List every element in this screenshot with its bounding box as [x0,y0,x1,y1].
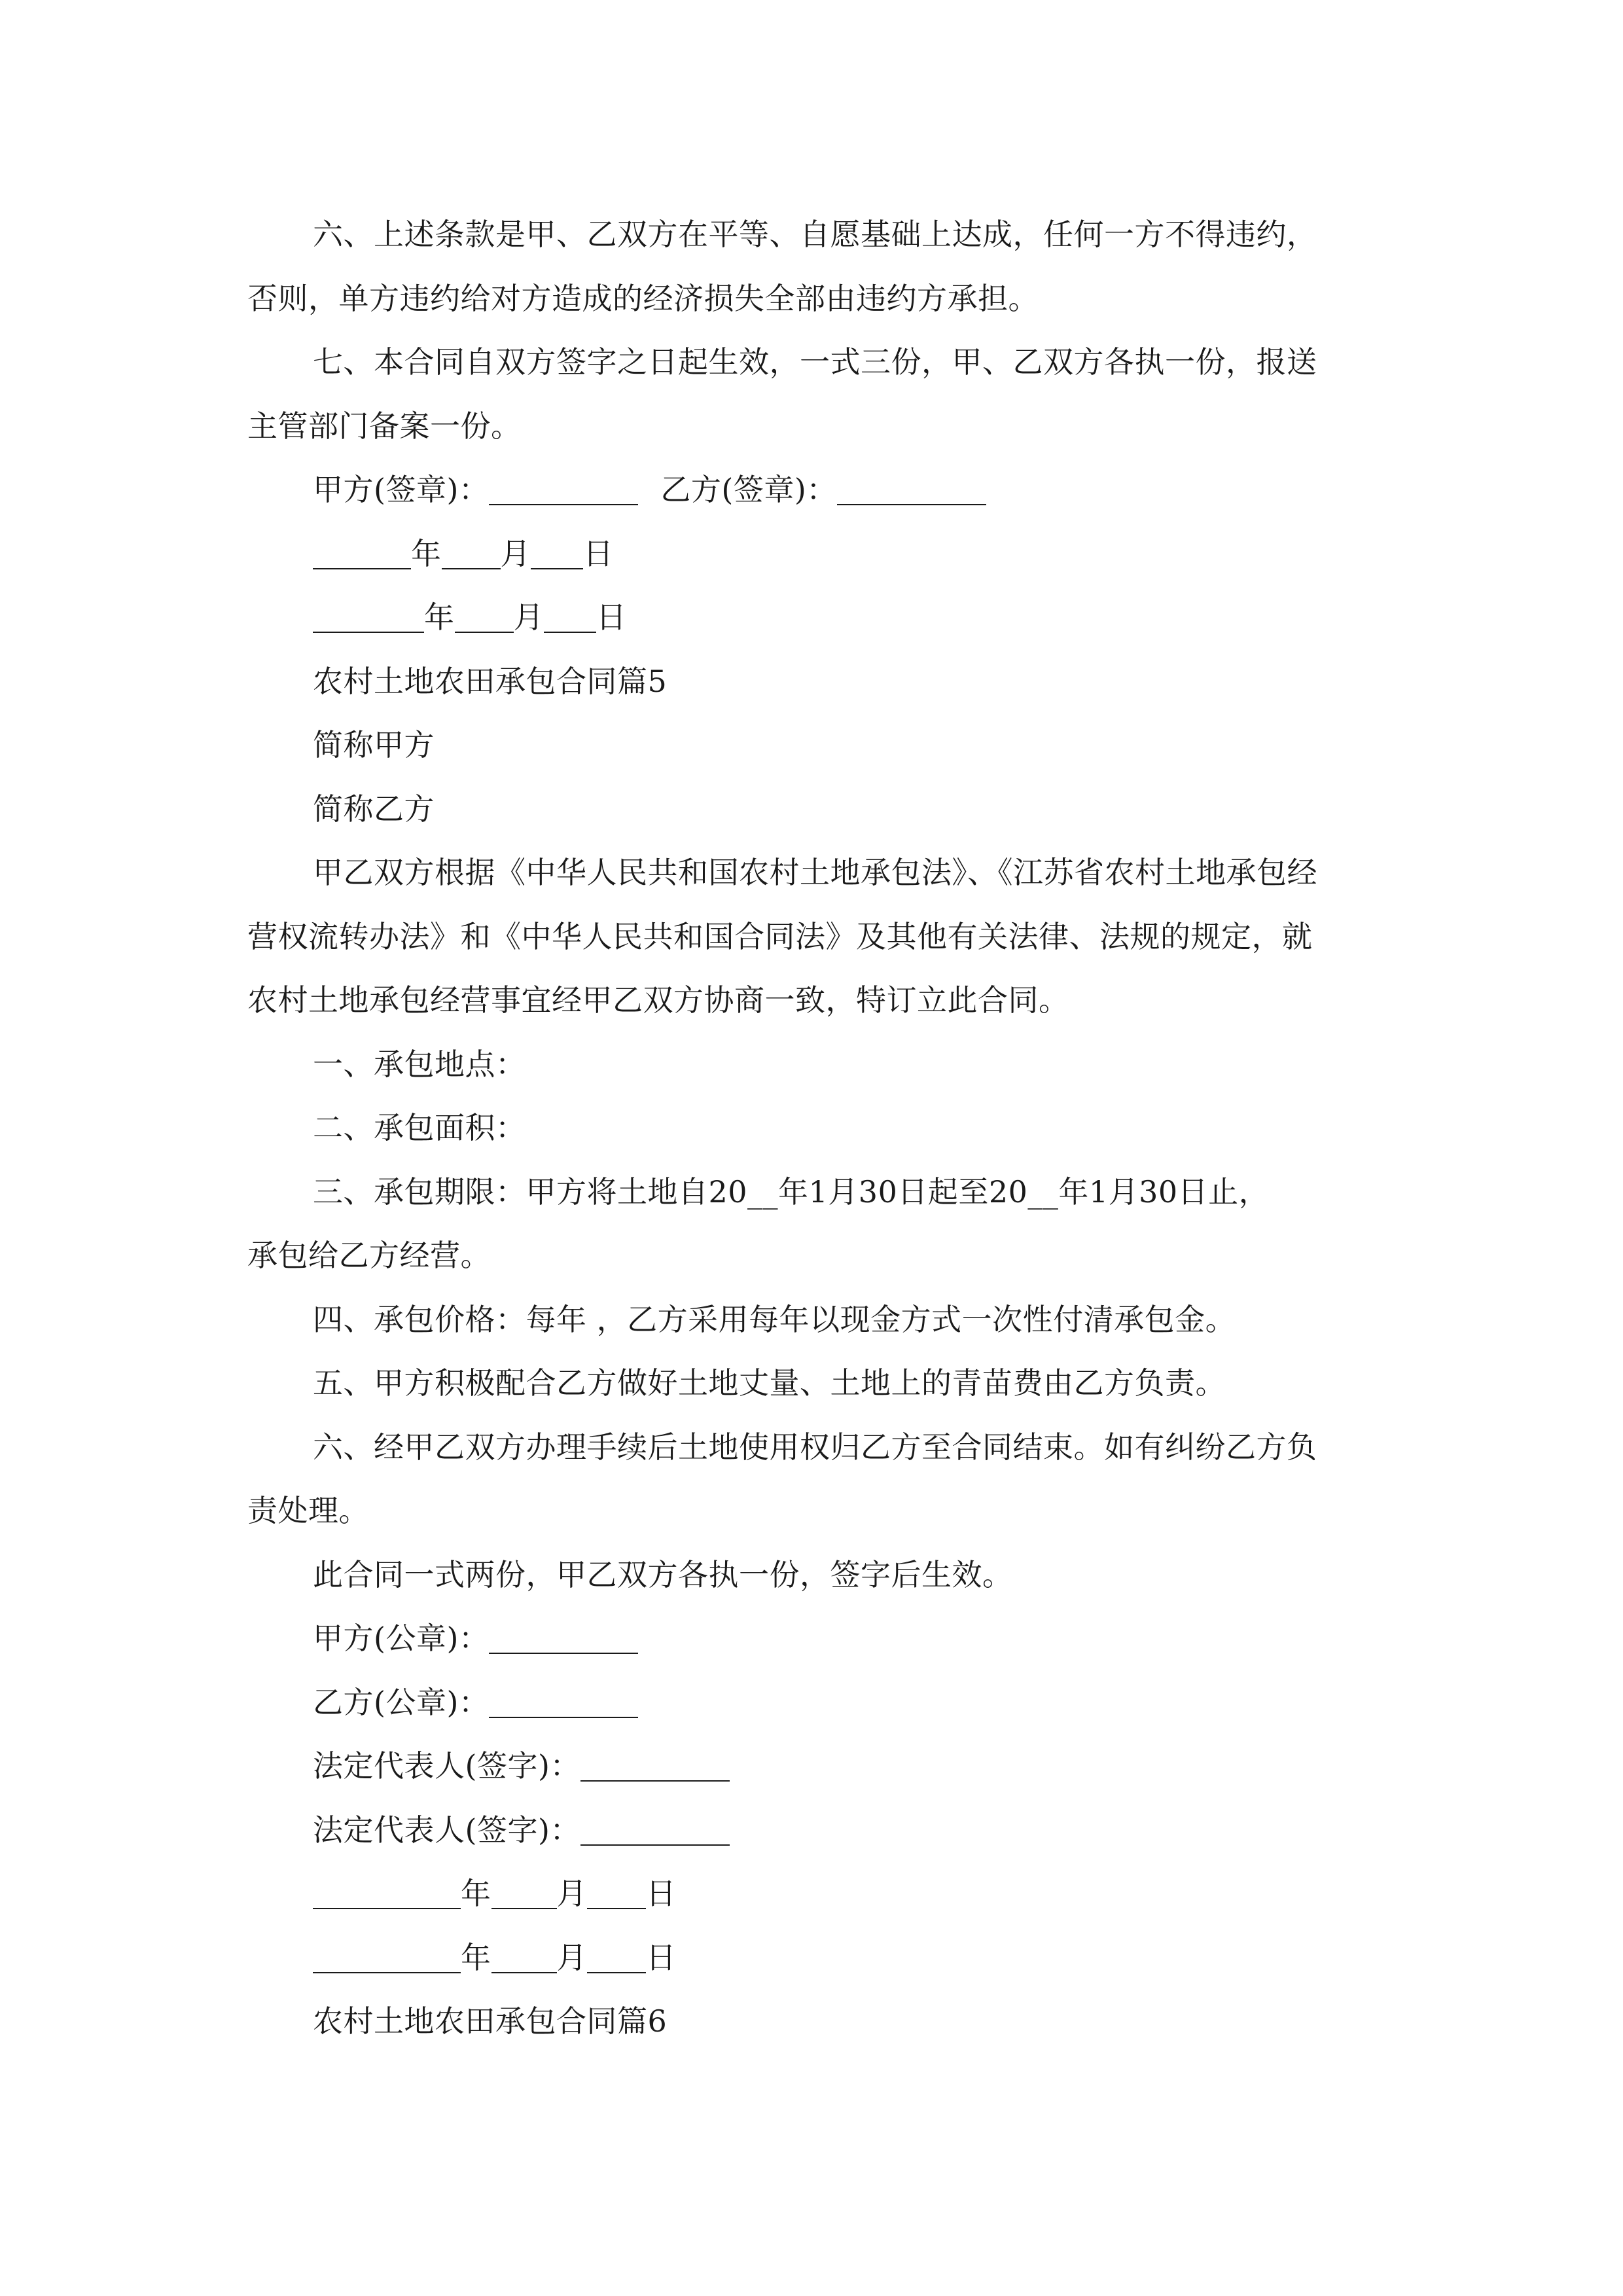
date-month-blank [491,1942,557,1973]
clause-seven-line-2: 主管部门备案一份。 [247,408,522,444]
intro-line-3: 农村土地承包经营事宜经甲乙双方协商一致，特订立此合同。 [247,982,1069,1018]
seal-b-line [247,1671,1386,1735]
item-cooperation: 五、甲方积极配合乙方做好土地丈量、土地上的青苗费由乙方负责。 [313,1365,1226,1401]
rep-line-1 [247,1734,1386,1799]
clause-seven-line-1: 七、本合同自双方签字之日起生效，一式三份，甲、乙双方各执一份，报送 [313,344,1317,380]
clause-six-line-1: 六、上述条款是甲、乙双方在平等、自愿基础上达成，任何一方不得违约， [313,217,1317,252]
day-label: 日 [583,535,614,571]
seal-b-blank [489,1687,638,1718]
intro-line-1: 甲乙双方根据《中华人民共和国农村土地承包法》、《江苏省农村土地承包经 [313,855,1317,890]
date-year-blank [313,601,424,633]
date-line-2 [247,586,1386,650]
clause-six-line-2: 否则，单方违约给对方造成的经济损失全部由违约方承担。 [247,280,1039,316]
day-label: 日 [596,600,627,635]
date-day-blank [587,1878,646,1909]
rep-blank-2 [580,1814,730,1846]
party-a-sign-label: 甲方(签章)： [313,472,490,507]
rep-blank-1 [580,1750,730,1782]
month-label: 月 [556,1876,587,1911]
seal-b-label: 乙方(公章)： [313,1684,490,1720]
item-rights-line-1: 六、经甲乙双方办理手续后土地使用权归乙方至合同结束。如有纠纷乙方负 [313,1429,1317,1465]
year-label: 年 [424,600,455,635]
party-b-sign-label: 乙方(签章)： [660,472,837,507]
copies-clause: 此合同一式两份，甲乙双方各执一份，签字后生效。 [313,1556,1013,1592]
seal-a-blank [489,1623,638,1654]
month-label: 月 [556,1939,587,1975]
date-month-blank [491,1878,557,1909]
month-label: 月 [513,600,544,635]
date-year-blank [313,538,411,569]
year-label: 年 [461,1939,491,1975]
date-day-blank [544,601,596,633]
year-label: 年 [411,535,442,571]
item-price: 四、承包价格：每年 ，乙方采用每年以现金方式一次性付清承包金。 [313,1301,1236,1337]
party-a-sign-blank [489,474,638,505]
date-line-4 [247,1926,1386,1990]
party-b-short: 简称乙方 [313,791,435,827]
party-a-short: 简称甲方 [313,727,435,762]
date-day-blank [587,1942,646,1973]
document-body [247,203,1386,2054]
rep-label-2: 法定代表人(签字)： [313,1812,580,1848]
date-year-blank [313,1942,461,1973]
item-rights-line-2: 责处理。 [247,1493,369,1528]
intro-line-2: 营权流转办法》和《中华人民共和国合同法》及其他有关法律、法规的规定，就 [247,918,1313,954]
seal-a-line [247,1607,1386,1671]
date-day-blank [531,538,583,569]
seal-a-label: 甲方(公章)： [313,1621,490,1656]
section-title-6: 农村土地农田承包合同篇6 [313,2003,668,2039]
party-b-sign-blank [837,474,986,505]
month-label: 月 [500,535,531,571]
day-label: 日 [646,1876,677,1911]
item-term-line-2: 承包给乙方经营。 [247,1238,491,1273]
date-line-1 [247,522,1386,586]
section-title-5: 农村土地农田承包合同篇5 [313,663,668,699]
rep-label-1: 法定代表人(签字)： [313,1748,580,1784]
signature-line [247,458,1386,522]
item-location: 一、承包地点： [313,1046,526,1082]
date-month-blank [442,538,501,569]
rep-line-2 [247,1799,1386,1863]
year-label: 年 [461,1876,491,1911]
date-month-blank [455,601,514,633]
item-term-line-1: 三、承包期限：甲方将土地自20__年1月30日起至20__年1月30日止， [313,1174,1270,1210]
item-area: 二、承包面积： [313,1110,526,1145]
day-label: 日 [646,1939,677,1975]
date-line-3 [247,1862,1386,1926]
date-year-blank [313,1878,461,1909]
